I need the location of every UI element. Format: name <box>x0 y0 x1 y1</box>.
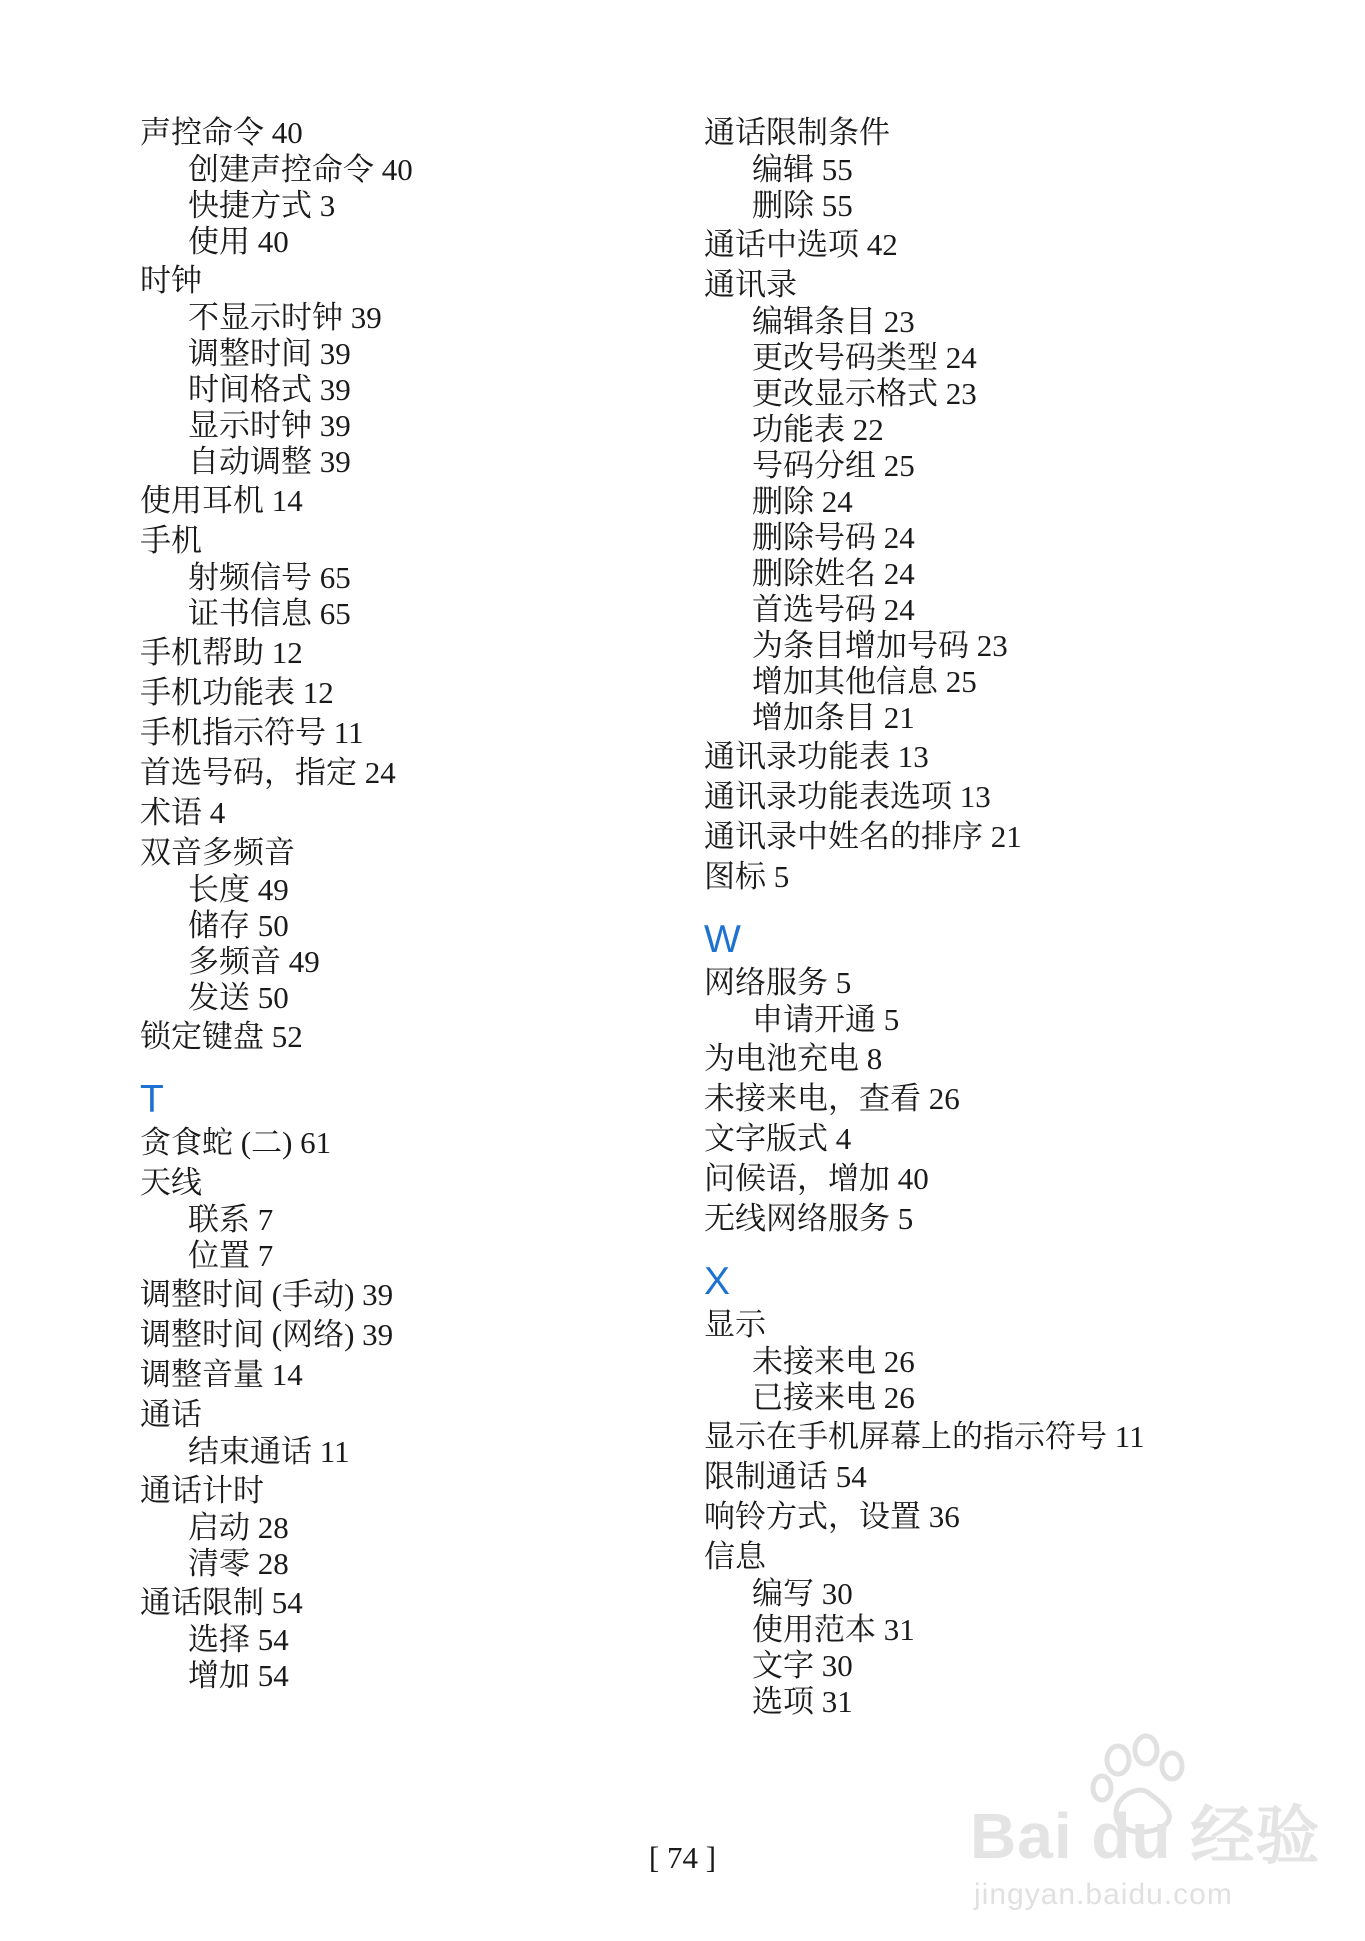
index-subentry: 更改显示格式 23 <box>752 376 977 411</box>
index-subentry: 调整时间 39 <box>188 336 351 371</box>
index-section-letter: T <box>140 1078 164 1121</box>
index-entry: 为电池充电 8 <box>704 1041 883 1076</box>
index-section-letter: X <box>704 1260 731 1303</box>
index-entry: 通话限制 54 <box>140 1585 303 1620</box>
index-subentry: 射频信号 65 <box>188 560 351 595</box>
index-subentry: 显示时钟 39 <box>188 408 351 443</box>
index-subentry: 选项 31 <box>752 1684 853 1719</box>
index-subentry: 联系 7 <box>188 1202 274 1237</box>
index-subentry: 清零 28 <box>188 1546 289 1581</box>
index-entry: 通话 <box>140 1397 202 1432</box>
index-entry: 响铃方式，设置 36 <box>704 1499 960 1534</box>
index-subentry: 删除 24 <box>752 484 853 519</box>
index-subentry: 发送 50 <box>188 980 289 1015</box>
index-entry: 手机帮助 12 <box>140 635 303 670</box>
index-subentry: 证书信息 65 <box>188 596 351 631</box>
index-entry: 通话计时 <box>140 1473 264 1508</box>
index-subentry: 快捷方式 3 <box>188 188 336 223</box>
index-entry: 调整音量 14 <box>140 1357 303 1392</box>
index-subentry: 首选号码 24 <box>752 592 915 627</box>
index-entry: 通话限制条件 <box>704 115 890 150</box>
index-subentry: 选择 54 <box>188 1622 289 1657</box>
index-section-letter: W <box>704 918 741 961</box>
index-entry: 网络服务 5 <box>704 965 852 1000</box>
index-subentry: 申请开通 5 <box>752 1002 900 1037</box>
watermark-url: jingyan.baidu.com <box>974 1878 1233 1911</box>
index-entry: 显示 <box>704 1307 766 1342</box>
index-subentry: 多频音 49 <box>188 944 320 979</box>
index-entry: 手机功能表 12 <box>140 675 334 710</box>
index-entry: 双音多频音 <box>140 835 295 870</box>
index-subentry: 删除 55 <box>752 188 853 223</box>
index-subentry: 为条目增加号码 23 <box>752 628 1008 663</box>
index-subentry: 文字 30 <box>752 1648 853 1683</box>
index-entry: 图标 5 <box>704 859 790 894</box>
index-entry: 声控命令 40 <box>140 115 303 150</box>
index-subentry: 储存 50 <box>188 908 289 943</box>
index-subentry: 号码分组 25 <box>752 448 915 483</box>
index-entry: 手机指示符号 11 <box>140 715 364 750</box>
index-entry: 调整时间 (手动) 39 <box>140 1277 394 1312</box>
index-subentry: 自动调整 39 <box>188 444 351 479</box>
index-subentry: 未接来电 26 <box>752 1344 915 1379</box>
index-subentry: 使用 40 <box>188 224 289 259</box>
index-column-right <box>704 112 1304 1720</box>
index-subentry: 删除号码 24 <box>752 520 915 555</box>
index-entry: 锁定键盘 52 <box>140 1019 303 1054</box>
index-subentry: 编写 30 <box>752 1576 853 1611</box>
index-entry: 通话中选项 42 <box>704 227 898 262</box>
index-entry: 文字版式 4 <box>704 1121 852 1156</box>
index-entry: 未接来电，查看 26 <box>704 1081 960 1116</box>
index-subentry: 使用范本 31 <box>752 1612 915 1647</box>
index-entry: 时钟 <box>140 263 202 298</box>
index-subentry: 位置 7 <box>188 1238 274 1273</box>
index-subentry: 增加条目 21 <box>752 700 915 735</box>
index-subentry: 增加其他信息 25 <box>752 664 977 699</box>
index-subentry: 启动 28 <box>188 1510 289 1545</box>
index-entry: 调整时间 (网络) 39 <box>140 1317 394 1352</box>
index-subentry: 更改号码类型 24 <box>752 340 977 375</box>
index-entry: 显示在手机屏幕上的指示符号 11 <box>704 1419 1145 1454</box>
index-subentry: 长度 49 <box>188 872 289 907</box>
index-subentry: 编辑条目 23 <box>752 304 915 339</box>
index-subentry: 编辑 55 <box>752 152 853 187</box>
index-entry: 首选号码，指定 24 <box>140 755 396 790</box>
watermark-brand: Bai du 经验 <box>970 1800 1321 1872</box>
index-subentry: 已接来电 26 <box>752 1380 915 1415</box>
index-entry: 信息 <box>704 1539 766 1574</box>
index-entry: 问候语，增加 40 <box>704 1161 929 1196</box>
watermark <box>960 1730 1350 1920</box>
index-entry: 使用耳机 14 <box>140 483 303 518</box>
index-entry: 贪食蛇 (二) 61 <box>140 1125 332 1160</box>
index-subentry: 创建声控命令 40 <box>188 152 413 187</box>
index-subentry: 结束通话 11 <box>188 1434 350 1469</box>
index-entry: 通讯录 <box>704 267 797 302</box>
index-column-left <box>140 112 700 1694</box>
index-entry: 手机 <box>140 523 202 558</box>
index-entry: 术语 4 <box>140 795 226 830</box>
index-subentry: 删除姓名 24 <box>752 556 915 591</box>
index-subentry: 增加 54 <box>188 1658 289 1693</box>
index-subentry: 功能表 22 <box>752 412 884 447</box>
index-entry: 通讯录中姓名的排序 21 <box>704 819 1022 854</box>
index-entry: 无线网络服务 5 <box>704 1201 914 1236</box>
index-entry: 通讯录功能表 13 <box>704 739 929 774</box>
index-subentry: 不显示时钟 39 <box>188 300 382 335</box>
index-entry: 限制通话 54 <box>704 1459 867 1494</box>
index-entry: 天线 <box>140 1165 202 1200</box>
index-entry: 通讯录功能表选项 13 <box>704 779 991 814</box>
page-number: [ 74 ] <box>648 1840 717 1875</box>
index-subentry: 时间格式 39 <box>188 372 351 407</box>
